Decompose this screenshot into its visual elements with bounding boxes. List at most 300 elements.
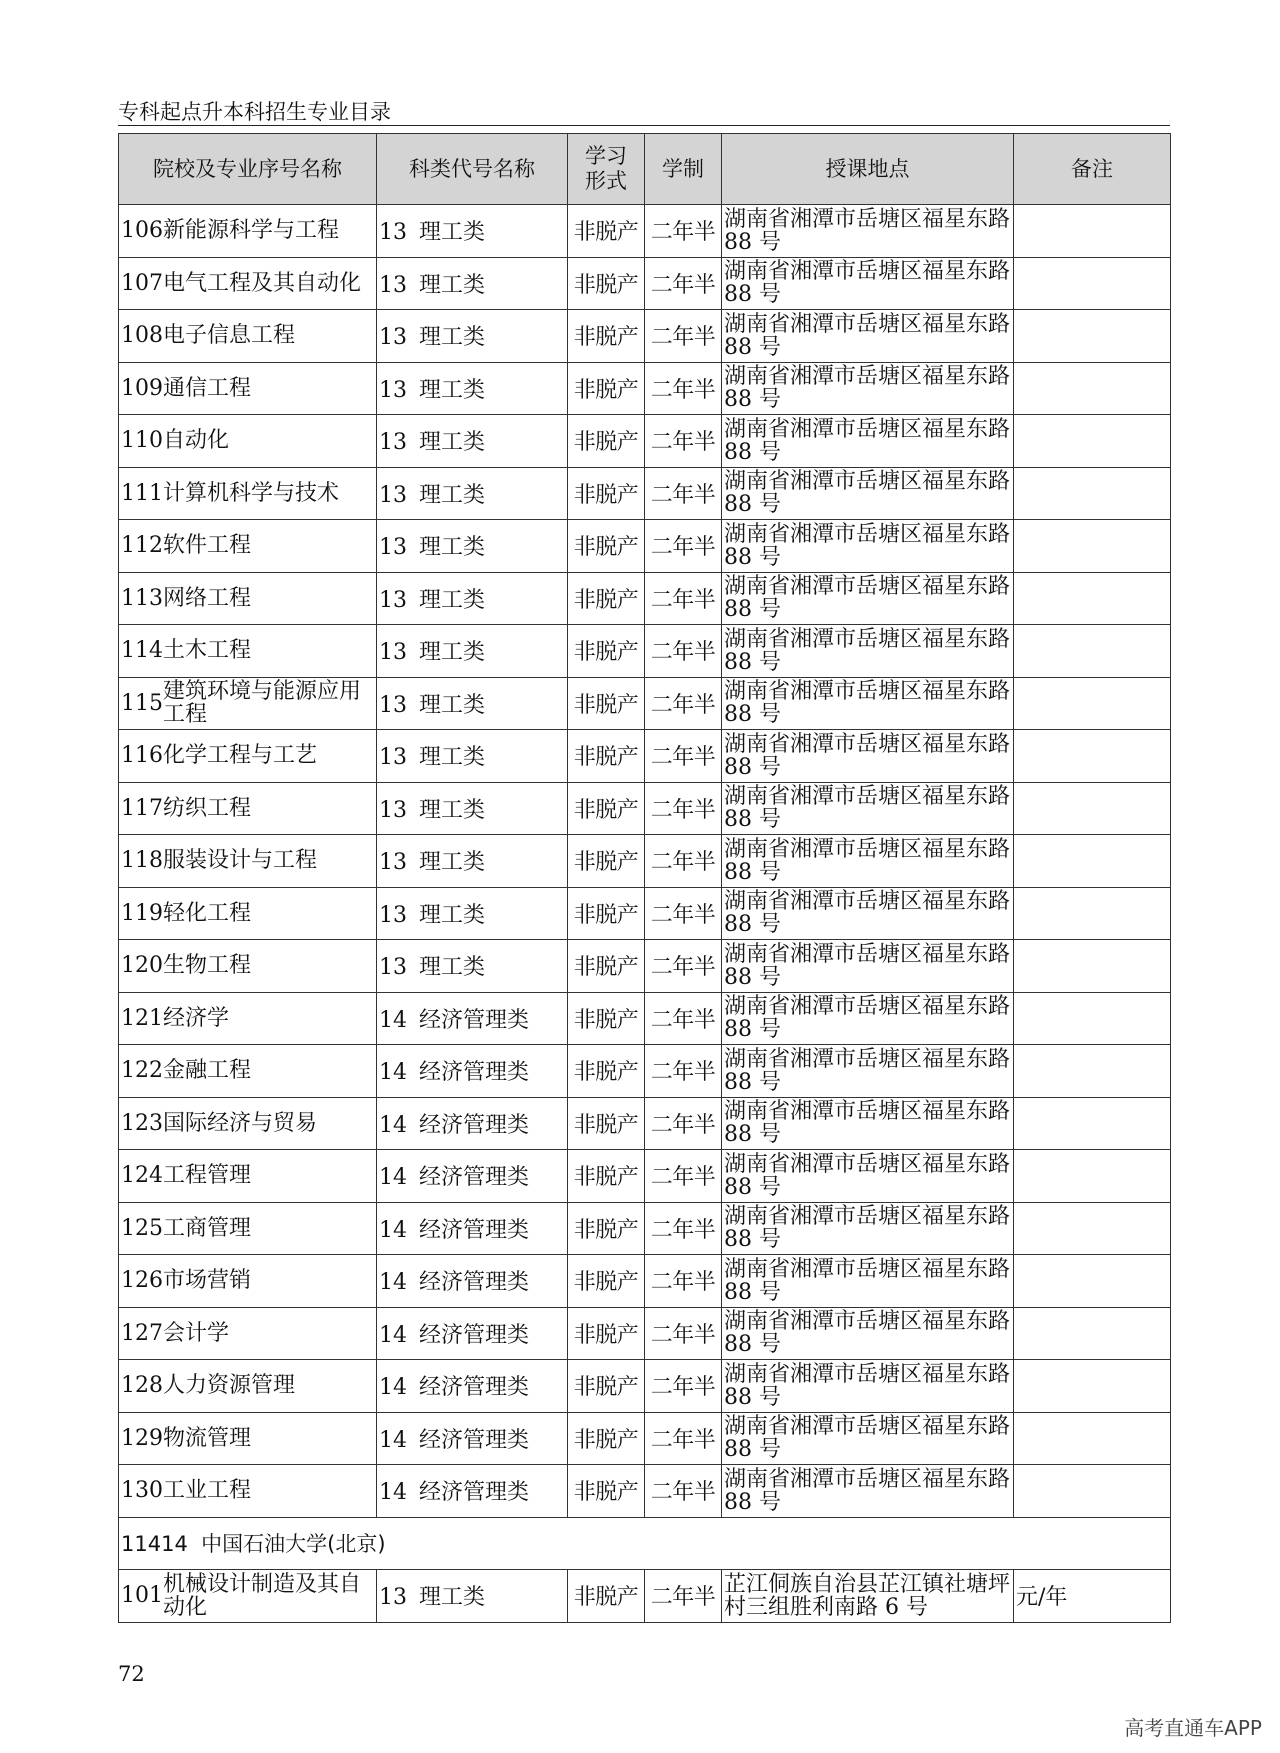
table-row [119,467,1171,520]
major-number: 109 [121,375,163,401]
study-mode-cell: 非脱产 [568,1202,645,1255]
major-number: 116 [121,743,163,769]
note-cell [1014,1097,1171,1150]
major-number: 119 [121,900,163,926]
table-row [119,730,1171,783]
column-header: 院校及专业序号名称 [119,134,377,205]
catalog-table [118,133,1171,1623]
study-mode-cell: 非脱产 [568,1255,645,1308]
category-code: 13 [379,377,407,403]
category-cell [377,310,568,363]
location-cell: 芷江侗族自治县芷江镇社塘坪村三组胜利南路 6 号 [722,1570,1014,1623]
major-name: 电气工程及其自动化 [163,270,362,296]
category-name: 理工类 [419,850,486,876]
major-name: 网络工程 [163,585,252,611]
column-header: 授课地点 [722,134,1014,205]
category-code: 13 [379,955,407,981]
location-cell: 湖南省湘潭市岳塘区福星东路 88 号 [722,205,1014,258]
category-name: 理工类 [419,535,486,561]
category-code: 14 [379,1375,407,1401]
note-cell [1014,1360,1171,1413]
table-header-row [119,134,1171,205]
major-cell [119,467,377,520]
major-number: 108 [121,323,163,349]
category-cell [377,1097,568,1150]
category-name: 理工类 [419,430,486,456]
table-row [119,625,1171,678]
major-name: 工商管理 [163,1215,252,1241]
major-number: 120 [121,953,163,979]
location-cell: 湖南省湘潭市岳塘区福星东路 88 号 [722,257,1014,310]
duration-cell: 二年半 [645,1045,722,1098]
location-cell: 湖南省湘潭市岳塘区福星东路 88 号 [722,1307,1014,1360]
note-cell [1014,1465,1171,1518]
institution-section-row [119,1517,1171,1570]
duration-cell: 二年半 [645,1412,722,1465]
category-cell [377,887,568,940]
category-cell [377,625,568,678]
major-cell [119,887,377,940]
study-mode-cell: 非脱产 [568,362,645,415]
table-row [119,362,1171,415]
table-row [119,1307,1171,1360]
category-code: 13 [379,587,407,613]
major-number: 123 [121,1110,163,1136]
duration-cell: 二年半 [645,1307,722,1360]
study-mode-cell: 非脱产 [568,1150,645,1203]
major-name: 国际经济与贸易 [163,1110,318,1136]
major-name: 计算机科学与技术 [163,480,340,506]
major-name: 服装设计与工程 [163,848,318,874]
major-name: 市场营销 [163,1268,252,1294]
major-number: 115 [121,690,163,716]
location-cell: 湖南省湘潭市岳塘区福星东路 88 号 [722,520,1014,573]
table-row [119,1255,1171,1308]
category-code: 14 [379,1480,407,1506]
duration-cell: 二年半 [645,362,722,415]
major-number: 124 [121,1163,163,1189]
duration-cell: 二年半 [645,257,722,310]
major-number: 122 [121,1058,163,1084]
category-cell [377,572,568,625]
major-number: 121 [121,1005,163,1031]
table-row [119,940,1171,993]
duration-cell: 二年半 [645,1255,722,1308]
page-number: 72 [118,1662,145,1686]
note-cell [1014,887,1171,940]
category-name: 理工类 [419,587,486,613]
study-mode-cell: 非脱产 [568,782,645,835]
location-cell: 湖南省湘潭市岳塘区福星东路 88 号 [722,1097,1014,1150]
major-name: 化学工程与工艺 [163,743,318,769]
study-mode-cell: 非脱产 [568,520,645,573]
major-name: 生物工程 [163,953,252,979]
note-cell [1014,205,1171,258]
major-number: 113 [121,585,163,611]
table-row [119,1360,1171,1413]
location-cell: 湖南省湘潭市岳塘区福星东路 88 号 [722,730,1014,783]
table-row [119,835,1171,888]
category-name: 理工类 [419,640,486,666]
location-cell: 湖南省湘潭市岳塘区福星东路 88 号 [722,1202,1014,1255]
category-cell [377,1360,568,1413]
header-rule [118,125,1170,126]
major-cell [119,677,377,730]
major-number: 118 [121,848,163,874]
study-mode-cell: 非脱产 [568,730,645,783]
major-name: 人力资源管理 [163,1373,296,1399]
institution-title: 11414 中国石油大学(北京) [119,1517,1171,1570]
major-name: 工程管理 [163,1163,252,1189]
column-header: 备注 [1014,134,1171,205]
note-cell [1014,1045,1171,1098]
category-code: 14 [379,1007,407,1033]
study-mode-cell: 非脱产 [568,992,645,1045]
duration-cell: 二年半 [645,992,722,1045]
major-cell [119,1307,377,1360]
note-cell [1014,1202,1171,1255]
major-cell [119,992,377,1045]
category-cell [377,467,568,520]
table-row [119,887,1171,940]
duration-cell: 二年半 [645,1360,722,1413]
note-cell [1014,1255,1171,1308]
major-cell [119,835,377,888]
study-mode-cell: 非脱产 [568,835,645,888]
table-row [119,257,1171,310]
category-code: 14 [379,1060,407,1086]
category-cell [377,415,568,468]
study-mode-cell: 非脱产 [568,572,645,625]
category-cell [377,1045,568,1098]
major-name: 建筑环境与能源应用工程 [163,679,362,728]
category-cell [377,1412,568,1465]
category-code: 13 [379,1585,407,1611]
duration-cell: 二年半 [645,835,722,888]
duration-cell: 二年半 [645,1202,722,1255]
location-cell: 湖南省湘潭市岳塘区福星东路 88 号 [722,625,1014,678]
location-cell: 湖南省湘潭市岳塘区福星东路 88 号 [722,1045,1014,1098]
category-name: 理工类 [419,797,486,823]
table-row [119,1202,1171,1255]
category-name: 理工类 [419,377,486,403]
duration-cell: 二年半 [645,1465,722,1518]
duration-cell: 二年半 [645,940,722,993]
category-name: 理工类 [419,325,486,351]
category-code: 13 [379,430,407,456]
table-row [119,1465,1171,1518]
study-mode-cell: 非脱产 [568,1465,645,1518]
note-cell [1014,1150,1171,1203]
location-cell: 湖南省湘潭市岳塘区福星东路 88 号 [722,835,1014,888]
category-cell [377,992,568,1045]
major-cell [119,205,377,258]
major-number: 129 [121,1425,163,1451]
note-cell [1014,310,1171,363]
category-cell [377,205,568,258]
location-cell: 湖南省湘潭市岳塘区福星东路 88 号 [722,415,1014,468]
category-code: 13 [379,482,407,508]
study-mode-cell: 非脱产 [568,415,645,468]
column-header: 学习 形式 [568,134,645,205]
category-name: 经济管理类 [419,1480,530,1506]
table-row [119,1150,1171,1203]
major-number: 128 [121,1373,163,1399]
category-cell [377,257,568,310]
category-code: 13 [379,902,407,928]
category-code: 13 [379,745,407,771]
category-name: 经济管理类 [419,1007,530,1033]
location-cell: 湖南省湘潭市岳塘区福星东路 88 号 [722,1255,1014,1308]
major-name: 金融工程 [163,1058,252,1084]
location-cell: 湖南省湘潭市岳塘区福星东路 88 号 [722,467,1014,520]
table-row [119,572,1171,625]
duration-cell: 二年半 [645,887,722,940]
location-cell: 湖南省湘潭市岳塘区福星东路 88 号 [722,677,1014,730]
table-row [119,205,1171,258]
category-code: 13 [379,272,407,298]
category-cell [377,782,568,835]
location-cell: 湖南省湘潭市岳塘区福星东路 88 号 [722,362,1014,415]
category-name: 理工类 [419,272,486,298]
major-cell [119,1570,377,1623]
category-cell [377,1570,568,1623]
category-cell [377,1465,568,1518]
category-name: 理工类 [419,220,486,246]
major-cell [119,1360,377,1413]
major-cell [119,310,377,363]
table-row [119,677,1171,730]
major-number: 110 [121,428,163,454]
location-cell: 湖南省湘潭市岳塘区福星东路 88 号 [722,1412,1014,1465]
duration-cell: 二年半 [645,572,722,625]
category-code: 14 [379,1270,407,1296]
duration-cell: 二年半 [645,677,722,730]
major-number: 107 [121,270,163,296]
major-name: 新能源科学与工程 [163,218,340,244]
category-code: 14 [379,1165,407,1191]
duration-cell: 二年半 [645,1097,722,1150]
category-code: 14 [379,1217,407,1243]
duration-cell: 二年半 [645,415,722,468]
table-row [119,1412,1171,1465]
category-name: 理工类 [419,902,486,928]
study-mode-cell: 非脱产 [568,677,645,730]
major-number: 114 [121,638,163,664]
major-number: 125 [121,1215,163,1241]
table-row [119,310,1171,363]
note-cell [1014,625,1171,678]
study-mode-cell: 非脱产 [568,1412,645,1465]
duration-cell: 二年半 [645,310,722,363]
major-name: 物流管理 [163,1425,252,1451]
note-cell [1014,1307,1171,1360]
note-cell [1014,572,1171,625]
category-cell [377,835,568,888]
table-row [119,1045,1171,1098]
category-cell [377,1307,568,1360]
category-name: 理工类 [419,482,486,508]
major-name: 工业工程 [163,1478,252,1504]
category-cell [377,730,568,783]
major-number: 127 [121,1320,163,1346]
note-cell [1014,782,1171,835]
major-cell [119,940,377,993]
category-name: 经济管理类 [419,1217,530,1243]
major-number: 130 [121,1478,163,1504]
major-name: 会计学 [163,1320,230,1346]
major-name: 自动化 [163,428,230,454]
study-mode-cell: 非脱产 [568,310,645,363]
category-code: 13 [379,850,407,876]
category-cell [377,362,568,415]
watermark: 高考直通车APP [1124,1716,1262,1740]
location-cell: 湖南省湘潭市岳塘区福星东路 88 号 [722,310,1014,363]
table-row [119,520,1171,573]
major-cell [119,625,377,678]
location-cell: 湖南省湘潭市岳塘区福星东路 88 号 [722,1465,1014,1518]
category-code: 14 [379,1112,407,1138]
category-name: 理工类 [419,1585,486,1611]
category-cell [377,677,568,730]
running-header: 专科起点升本科招生专业目录 [118,100,391,124]
duration-cell: 二年半 [645,625,722,678]
category-code: 13 [379,325,407,351]
category-code: 13 [379,640,407,666]
major-name: 机械设计制造及其自动化 [163,1571,362,1620]
location-cell: 湖南省湘潭市岳塘区福星东路 88 号 [722,1360,1014,1413]
location-cell: 湖南省湘潭市岳塘区福星东路 88 号 [722,887,1014,940]
duration-cell: 二年半 [645,205,722,258]
note-cell [1014,730,1171,783]
major-name: 电子信息工程 [163,323,296,349]
note-cell [1014,1412,1171,1465]
column-header: 学制 [645,134,722,205]
major-cell [119,1097,377,1150]
category-name: 经济管理类 [419,1375,530,1401]
duration-cell: 二年半 [645,782,722,835]
major-cell [119,782,377,835]
major-cell [119,1255,377,1308]
category-cell [377,940,568,993]
note-cell [1014,520,1171,573]
category-cell [377,1202,568,1255]
table-row [119,1570,1171,1623]
major-cell [119,1202,377,1255]
major-number: 112 [121,533,163,559]
table-body [119,205,1171,1623]
major-name: 轻化工程 [163,900,252,926]
study-mode-cell: 非脱产 [568,625,645,678]
category-cell [377,1150,568,1203]
duration-cell: 二年半 [645,467,722,520]
category-name: 经济管理类 [419,1165,530,1191]
category-code: 13 [379,220,407,246]
table-row [119,992,1171,1045]
note-cell [1014,677,1171,730]
major-name: 纺织工程 [163,795,252,821]
duration-cell: 二年半 [645,1570,722,1623]
study-mode-cell: 非脱产 [568,887,645,940]
major-cell [119,1412,377,1465]
major-name: 软件工程 [163,533,252,559]
study-mode-cell: 非脱产 [568,205,645,258]
note-cell [1014,362,1171,415]
study-mode-cell: 非脱产 [568,1097,645,1150]
duration-cell: 二年半 [645,730,722,783]
category-cell [377,520,568,573]
major-cell [119,1150,377,1203]
study-mode-cell: 非脱产 [568,940,645,993]
category-name: 理工类 [419,955,486,981]
study-mode-cell: 非脱产 [568,257,645,310]
note-cell [1014,992,1171,1045]
major-number: 101 [121,1583,163,1609]
study-mode-cell: 非脱产 [568,1570,645,1623]
duration-cell: 二年半 [645,1150,722,1203]
location-cell: 湖南省湘潭市岳塘区福星东路 88 号 [722,992,1014,1045]
note-cell [1014,835,1171,888]
category-name: 经济管理类 [419,1427,530,1453]
note-cell [1014,467,1171,520]
category-code: 14 [379,1322,407,1348]
location-cell: 湖南省湘潭市岳塘区福星东路 88 号 [722,1150,1014,1203]
table-row [119,415,1171,468]
column-header: 科类代号名称 [377,134,568,205]
major-cell [119,1465,377,1518]
category-cell [377,1255,568,1308]
category-name: 经济管理类 [419,1322,530,1348]
category-name: 理工类 [419,745,486,771]
study-mode-cell: 非脱产 [568,467,645,520]
major-cell [119,572,377,625]
major-name: 经济学 [163,1005,230,1031]
category-name: 理工类 [419,692,486,718]
duration-cell: 二年半 [645,520,722,573]
location-cell: 湖南省湘潭市岳塘区福星东路 88 号 [722,782,1014,835]
major-cell [119,520,377,573]
category-code: 13 [379,535,407,561]
major-cell [119,362,377,415]
major-number: 111 [121,480,163,506]
major-cell [119,1045,377,1098]
table-row [119,782,1171,835]
major-cell [119,415,377,468]
location-cell: 湖南省湘潭市岳塘区福星东路 88 号 [722,940,1014,993]
note-cell: 元/年 [1014,1570,1171,1623]
note-cell [1014,940,1171,993]
study-mode-cell: 非脱产 [568,1360,645,1413]
study-mode-cell: 非脱产 [568,1045,645,1098]
category-name: 经济管理类 [419,1112,530,1138]
major-number: 126 [121,1268,163,1294]
location-cell: 湖南省湘潭市岳塘区福星东路 88 号 [722,572,1014,625]
category-name: 经济管理类 [419,1060,530,1086]
major-cell [119,257,377,310]
category-code: 14 [379,1427,407,1453]
study-mode-cell: 非脱产 [568,1307,645,1360]
category-code: 13 [379,797,407,823]
table-row [119,1097,1171,1150]
major-name: 土木工程 [163,638,252,664]
major-number: 106 [121,218,163,244]
note-cell [1014,257,1171,310]
note-cell [1014,415,1171,468]
major-cell [119,730,377,783]
major-name: 通信工程 [163,375,252,401]
major-number: 117 [121,795,163,821]
category-name: 经济管理类 [419,1270,530,1296]
